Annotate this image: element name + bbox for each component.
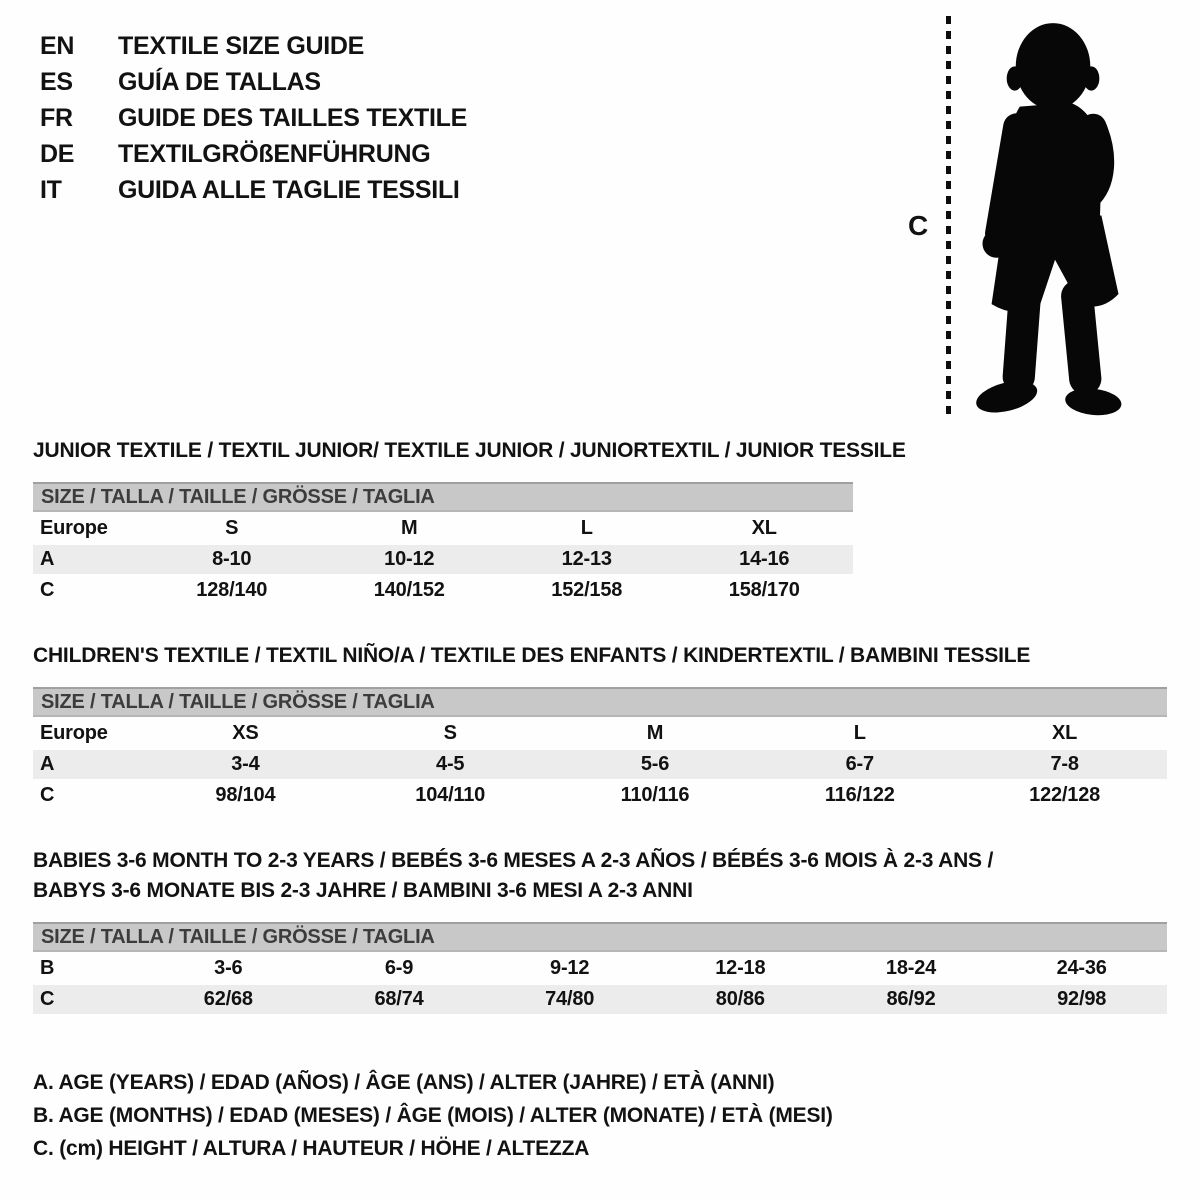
size-guide-section — [33, 846, 1167, 1014]
size-value: 68/74 — [374, 988, 424, 1010]
size-value: 92/98 — [1057, 988, 1107, 1010]
size-value: L — [853, 722, 866, 744]
guide-title-translation: TEXTILGRÖßENFÜHRUNG — [118, 140, 431, 168]
size-value: 6-7 — [845, 753, 874, 775]
section-title — [33, 436, 1167, 466]
toddler-silhouette-icon — [962, 14, 1138, 422]
language-code: FR — [40, 104, 73, 132]
guide-title-translation: GUÍA DE TALLAS — [118, 68, 321, 96]
table-row — [33, 750, 1167, 779]
size-value: 116/122 — [824, 784, 895, 806]
language-code: IT — [40, 176, 62, 204]
table-rows — [33, 719, 1167, 810]
size-header-bar: SIZE / TALLA / TAILLE / GRÖSSE / TAGLIA — [33, 482, 853, 512]
table-row — [33, 781, 1167, 810]
size-value: 110/116 — [620, 784, 690, 806]
guide-title-translation: TEXTILE SIZE GUIDE — [118, 32, 365, 60]
row-label: C — [40, 784, 55, 806]
row-label: A — [40, 753, 55, 775]
section-title-line: CHILDREN'S TEXTILE / TEXTIL NIÑO/A / TEXTILE DES ENFANTS / KINDERTEXTIL / BAMBINI TESSILE — [33, 644, 1031, 667]
language-row — [40, 28, 467, 64]
language-row — [40, 100, 467, 136]
size-table — [33, 482, 853, 605]
size-guide-section — [33, 641, 1167, 810]
row-label: Europe — [40, 517, 108, 539]
guide-title-translation: GUIDA ALLE TAGLIE TESSILI — [118, 176, 460, 204]
size-value: XS — [232, 722, 259, 744]
section-title-line: JUNIOR TEXTILE / TEXTIL JUNIOR/ TEXTILE JUNIOR / JUNIORTEXTIL / JUNIOR TESSILE — [33, 439, 906, 462]
guide-title-translation: GUIDE DES TAILLES TEXTILE — [118, 104, 468, 132]
table-row — [33, 576, 853, 605]
section-title-line: BABIES 3-6 MONTH TO 2-3 YEARS / BEBÉS 3-6 MESES A 2-3 AÑOS / BÉBÉS 3-6 MOIS À 2-3 ANS / — [33, 849, 994, 872]
size-value: 104/110 — [415, 784, 486, 806]
section-title — [33, 846, 1167, 906]
size-value: 7-8 — [1050, 753, 1079, 775]
size-value: 3-6 — [214, 957, 243, 979]
size-guide-section — [33, 436, 1167, 605]
language-code: DE — [40, 140, 75, 168]
size-value: 5-6 — [640, 753, 670, 775]
size-value: 80/86 — [715, 988, 765, 1010]
size-value: M — [646, 722, 664, 744]
table-row — [33, 514, 853, 543]
size-tables — [33, 436, 1167, 1165]
size-value: 62/68 — [203, 988, 253, 1010]
size-table — [33, 922, 1167, 1014]
size-value: 10-12 — [384, 548, 435, 570]
measurement-legend — [33, 1066, 1167, 1165]
table-row — [33, 545, 853, 574]
size-value: XL — [751, 517, 777, 539]
language-row — [40, 64, 467, 100]
size-value: 86/92 — [886, 988, 936, 1010]
language-row — [40, 136, 467, 172]
table-rows — [33, 954, 1167, 1014]
row-label: C — [40, 579, 55, 601]
size-value: 18-24 — [885, 957, 937, 979]
row-label: C — [40, 988, 55, 1010]
size-table — [33, 687, 1167, 810]
height-dashed-line — [946, 16, 951, 416]
section-title-line: BABYS 3-6 MONATE BIS 2-3 JAHRE / BAMBINI 3-6 MESI A 2-3 ANNI — [33, 879, 693, 902]
size-value: 4-5 — [436, 753, 465, 775]
size-value: 12-18 — [715, 957, 766, 979]
language-code: EN — [40, 32, 75, 60]
size-header-bar: SIZE / TALLA / TAILLE / GRÖSSE / TAGLIA — [33, 922, 1167, 952]
table-row — [33, 954, 1167, 983]
section-title — [33, 641, 1167, 671]
size-header-bar: SIZE / TALLA / TAILLE / GRÖSSE / TAGLIA — [33, 687, 1167, 717]
size-value: 74/80 — [545, 988, 595, 1010]
row-label: A — [40, 548, 55, 570]
size-value: 9-12 — [550, 957, 590, 979]
row-label: B — [40, 957, 55, 979]
language-row — [40, 172, 467, 208]
size-value: 12-13 — [561, 548, 612, 570]
size-value: XL — [1052, 722, 1078, 744]
size-value: 24-36 — [1056, 957, 1107, 979]
size-value: 14-16 — [739, 548, 790, 570]
size-value: 152/158 — [551, 579, 623, 601]
size-value: S — [443, 722, 457, 744]
size-value: 140/152 — [373, 579, 445, 601]
size-value: 158/170 — [728, 579, 800, 601]
table-row — [33, 985, 1167, 1014]
size-value: 6-9 — [384, 957, 414, 979]
row-label: Europe — [40, 722, 108, 744]
size-value: 128/140 — [196, 579, 268, 601]
table-row — [33, 719, 1167, 748]
height-measure-label: C — [908, 210, 929, 241]
size-value: M — [401, 517, 418, 539]
size-value: 122/128 — [1029, 784, 1101, 806]
language-title-list — [40, 28, 467, 208]
size-value: L — [580, 517, 593, 539]
legend-line: A. AGE (YEARS) / EDAD (AÑOS) / ÂGE (ANS) / ALTER (JAHRE) / ETÀ (ANNI) — [33, 1071, 775, 1094]
size-value: 3-4 — [231, 753, 260, 775]
size-value: 98/104 — [215, 784, 276, 806]
language-code: ES — [40, 68, 73, 96]
size-value: 8-10 — [212, 548, 252, 570]
table-rows — [33, 514, 853, 605]
legend-line: B. AGE (MONTHS) / EDAD (MESES) / ÂGE (MOIS) / ALTER (MONATE) / ETÀ (MESI) — [33, 1104, 833, 1127]
legend-line: C. (cm) HEIGHT / ALTURA / HAUTEUR / HÖHE / ALTEZZA — [33, 1137, 590, 1160]
size-value: S — [225, 517, 239, 539]
